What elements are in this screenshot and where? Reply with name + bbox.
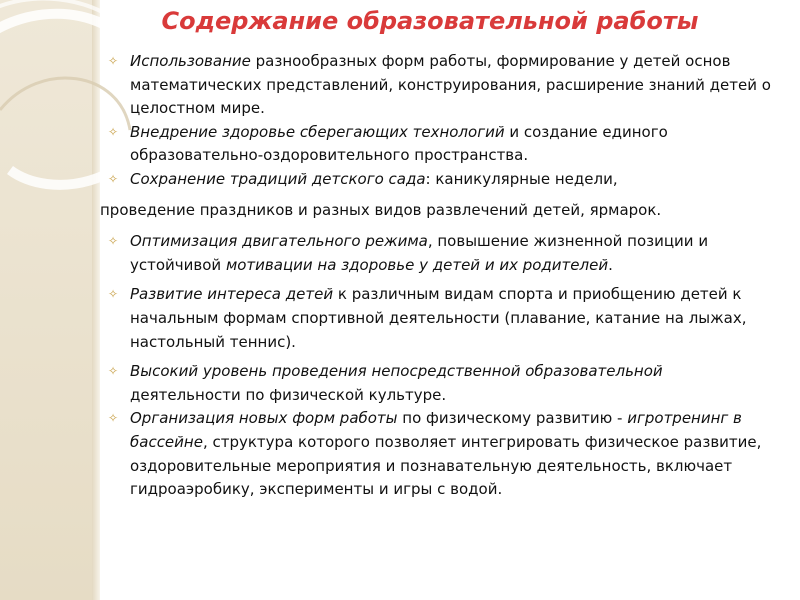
bullet-icon: ✧ (108, 364, 119, 379)
list-item: ✧ Организация новых форм работы по физическому развитию - игротренинг в бассейне, структура которого позволяет интегрировать физическое развитие, оздоровительные мероприятия и познавательную деятельность, включает гидроаэробику, эксперименты и игры с водой. (108, 409, 762, 499)
list-item: ✧ Сохранение традиций детского сада: каникулярные недели, (108, 168, 773, 192)
content-list (100, 50, 773, 502)
bullet-icon: ✧ (108, 287, 119, 302)
list-item: ✧ Высокий уровень проведения непосредственной образовательной деятельности по физической культуре. (108, 362, 663, 404)
list-item-continuation: проведение праздников и разных видов развлечений детей, ярмарок. (100, 200, 662, 219)
bullet-icon: ✧ (108, 411, 119, 426)
slide-title: Содержание образовательной работы (161, 7, 699, 35)
list-item: ✧ Оптимизация двигательного режима, повышение жизненной позиции и устойчивой мотивации на здоровье у детей и их родителей. (108, 232, 709, 274)
list-item: ✧ Использование разнообразных форм работы, формирование у детей основ математических представлений, конструирования, расширение знаний детей о целостном мире. (108, 52, 771, 118)
bullet-icon: ✧ (108, 171, 119, 186)
bullet-icon: ✧ (108, 124, 119, 139)
bullet-icon: ✧ (108, 234, 119, 249)
bullet-icon: ✧ (108, 54, 119, 68)
list-item: ✧ Внедрение здоровье сберегающих технологий и создание единого образовательно-оздоровительного пространства. (108, 122, 668, 165)
list-item: ✧ Развитие интереса детей к различным видам спорта и приобщению детей к начальным формам спортивной деятельности (плавание, катание на лыжах, настольный теннис). (108, 285, 747, 351)
